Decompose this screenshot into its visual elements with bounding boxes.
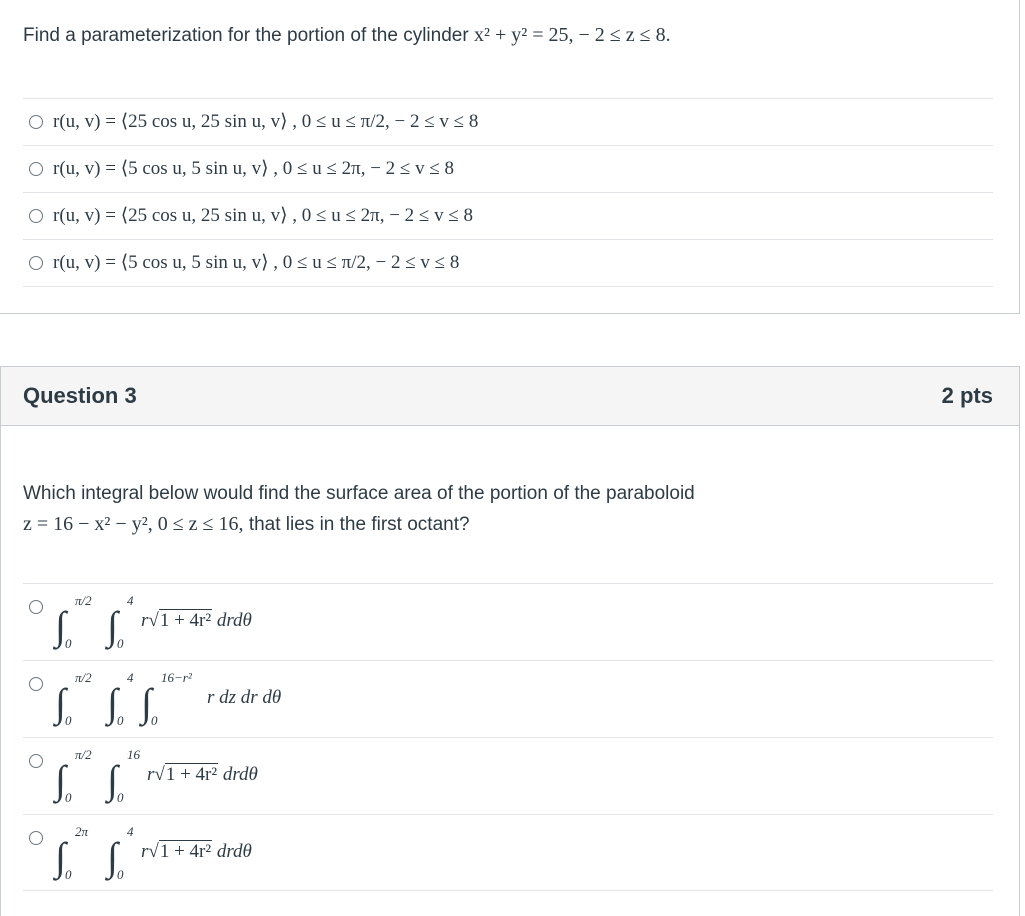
lower-limit: 0	[65, 867, 72, 882]
question-2-answer-list	[23, 98, 993, 287]
lower-limit: 0	[65, 790, 72, 805]
radio-button[interactable]	[29, 256, 43, 270]
radio-button[interactable]	[29, 754, 43, 768]
integrand	[147, 764, 258, 786]
question-3-panel	[0, 366, 1020, 916]
integrand-factor: r	[141, 841, 149, 862]
question-2-prompt-math: x² + y² = 25, − 2 ≤ z ≤ 8.	[473, 24, 671, 46]
lower-limit: 0	[65, 713, 72, 728]
integral-sign: ∫	[55, 757, 66, 802]
upper-limit: 4	[127, 593, 134, 608]
radio-button[interactable]	[29, 600, 43, 614]
upper-limit: 4	[127, 824, 134, 839]
integral-sign: ∫	[107, 603, 118, 648]
integrand	[141, 610, 252, 632]
radio-button[interactable]	[29, 831, 43, 845]
integrand	[141, 841, 252, 863]
integral-sign: ∫	[55, 834, 66, 879]
sqrt-symbol: √1 + 4r²	[148, 610, 212, 631]
upper-limit: 16	[127, 747, 140, 762]
question-3-answer-list	[23, 583, 993, 891]
answer-label: r(u, v) = ⟨5 cos u, 5 sin u, v⟩ , 0 ≤ u ≤ 2π, − 2 ≤ v ≤ 8	[53, 158, 455, 179]
lower-limit: 0	[65, 636, 72, 651]
radio-button[interactable]	[29, 209, 43, 223]
upper-limit: π/2	[75, 747, 92, 762]
differentials: drdθ	[212, 841, 252, 862]
radio-button[interactable]	[29, 162, 43, 176]
radicand: 1 + 4r²	[165, 764, 218, 785]
answer-option[interactable]	[23, 738, 993, 815]
lower-limit: 0	[117, 636, 124, 651]
answer-option[interactable]	[23, 240, 993, 287]
sqrt-symbol: √1 + 4r²	[154, 764, 218, 785]
upper-limit: 16−r²	[161, 670, 192, 685]
integral-sign: ∫	[107, 757, 118, 802]
lower-limit: 0	[117, 867, 124, 882]
radio-button[interactable]	[29, 115, 43, 129]
differentials: drdθ	[218, 764, 258, 785]
lower-limit: 0	[117, 790, 124, 805]
upper-limit: 2π	[75, 824, 89, 839]
question-header	[1, 367, 1019, 426]
question-3-prompt	[23, 479, 695, 540]
radicand: 1 + 4r²	[159, 841, 212, 862]
answer-option[interactable]	[23, 193, 993, 240]
lower-limit: 0	[151, 713, 158, 728]
integral-sign: ∫	[55, 680, 66, 725]
answer-option[interactable]	[23, 815, 993, 891]
question-2-prompt	[23, 24, 671, 47]
radio-button[interactable]	[29, 677, 43, 691]
upper-limit: π/2	[75, 593, 92, 608]
answer-option[interactable]	[23, 146, 993, 193]
differentials: drdθ	[212, 610, 252, 631]
answer-label: r(u, v) = ⟨5 cos u, 5 sin u, v⟩ , 0 ≤ u ≤ π/2, − 2 ≤ v ≤ 8	[53, 252, 460, 273]
question-3-prompt-math: z = 16 − x² − y², 0 ≤ z ≤ 16,	[23, 513, 244, 535]
question-points: 2 pts	[941, 383, 993, 408]
integrand-factor: r	[141, 610, 149, 631]
question-2-panel	[0, 0, 1020, 314]
answer-label: r(u, v) = ⟨25 cos u, 25 sin u, v⟩ , 0 ≤ u ≤ π/2, − 2 ≤ v ≤ 8	[53, 111, 479, 132]
answer-label: r(u, v) = ⟨25 cos u, 25 sin u, v⟩ , 0 ≤ u ≤ 2π, − 2 ≤ v ≤ 8	[53, 205, 474, 226]
question-title: Question 3	[23, 383, 137, 408]
integral-sign: ∫	[107, 834, 118, 879]
integral-sign: ∫	[141, 680, 152, 725]
integral-sign: ∫	[55, 603, 66, 648]
lower-limit: 0	[117, 713, 124, 728]
integrand-factor: r	[147, 764, 155, 785]
sqrt-symbol: √1 + 4r²	[148, 841, 212, 862]
question-3-prompt-tail: that lies in the first octant?	[243, 514, 470, 535]
upper-limit: 4	[127, 670, 134, 685]
answer-option[interactable]	[23, 584, 993, 661]
integral-sign: ∫	[107, 680, 118, 725]
integrand: r dz dr dθ	[207, 687, 282, 708]
answer-option[interactable]	[23, 99, 993, 146]
answer-option[interactable]	[23, 661, 993, 738]
upper-limit: π/2	[75, 670, 92, 685]
question-3-prompt-line1: Which integral below would find the surface area of the portion of the paraboloid	[23, 483, 695, 504]
radicand: 1 + 4r²	[159, 610, 212, 631]
question-2-prompt-text: Find a parameterization for the portion of the cylinder	[23, 25, 474, 46]
